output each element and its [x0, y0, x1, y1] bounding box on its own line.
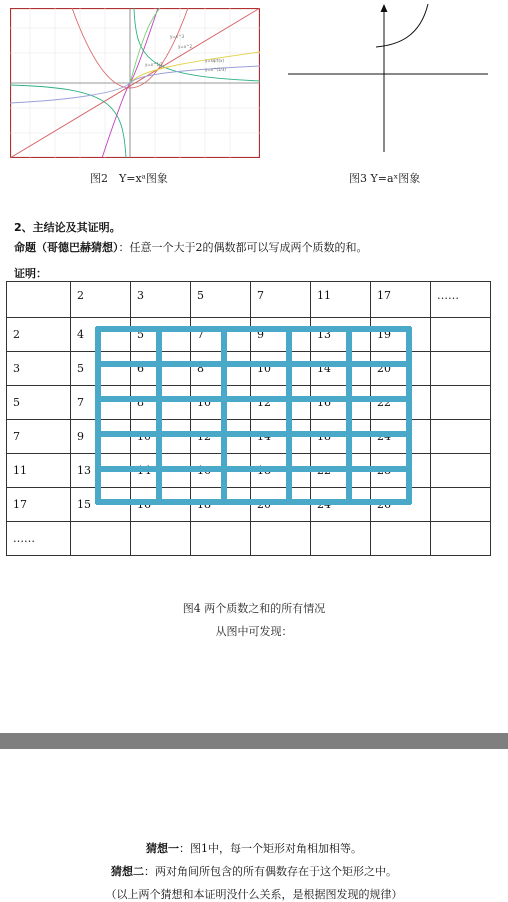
table-cell: 8	[131, 386, 191, 420]
row-header-cell: 5	[7, 386, 71, 420]
proof-label: 证明：	[14, 267, 47, 280]
curve-label: y=x^2	[178, 44, 192, 49]
highlight-grid-overlay	[93, 324, 413, 507]
table-row	[7, 522, 491, 556]
table-cell: 18	[311, 420, 371, 454]
exponential-function-plot	[288, 2, 488, 152]
table-cell	[251, 522, 311, 556]
conjecture-note: （以上两个猜想和本证明没什么关系，是根据图发现的规律）	[105, 888, 403, 901]
table-cell	[431, 352, 491, 386]
table-cell: 12	[251, 386, 311, 420]
table-cell: 13	[71, 454, 131, 488]
curve-label: y=x^1/2	[145, 62, 163, 67]
table-header-cell: 11	[311, 282, 371, 318]
table-cell	[131, 522, 191, 556]
table-cell: 22	[311, 454, 371, 488]
table-header-cell: 2	[71, 282, 131, 318]
table-cell: 7	[71, 386, 131, 420]
proposition-label: 命题（哥德巴赫猜想）	[14, 241, 119, 254]
section-heading: 2、主结论及其证明。	[14, 221, 121, 234]
table-header-cell: ……	[431, 282, 491, 318]
table-cell: 22	[371, 386, 431, 420]
conjecture-one-text: ：图1中，每一个矩形对角相加相等。	[179, 842, 362, 855]
row-header-cell: 7	[7, 420, 71, 454]
conjecture-two-label: 猜想二	[111, 865, 144, 878]
row-header-cell: ……	[7, 522, 71, 556]
table-cell	[311, 522, 371, 556]
table-cell: 18	[191, 488, 251, 522]
table-header-row	[7, 282, 491, 318]
table-cell	[71, 522, 131, 556]
figure2-caption: 图2 Y=xᵃ图象	[90, 172, 168, 185]
table-cell: 12	[191, 420, 251, 454]
table-cell	[371, 522, 431, 556]
row-header-cell: 11	[7, 454, 71, 488]
table-cell: 28	[371, 454, 431, 488]
table-cell	[431, 420, 491, 454]
table-header-cell: 7	[251, 282, 311, 318]
table-cell: 8	[191, 352, 251, 386]
row-header-cell: 2	[7, 318, 71, 352]
table-cell: 7	[191, 318, 251, 352]
table-cell	[431, 454, 491, 488]
conjecture-one	[0, 840, 508, 856]
table-cell: 5	[71, 352, 131, 386]
table-cell: 14	[131, 454, 191, 488]
figure4-caption: 图4 两个质数之和的所有情况	[182, 602, 326, 615]
table-cell: 10	[251, 352, 311, 386]
table-cell: 16	[311, 386, 371, 420]
table-cell: 14	[251, 420, 311, 454]
table-cell: 16	[191, 454, 251, 488]
table-cell: 15	[71, 488, 131, 522]
table-cell: 26	[371, 488, 431, 522]
conjecture-two-text: ：两对角间所包含的所有偶数存在于这个矩形之中。	[144, 865, 397, 878]
table-cell: 16	[131, 488, 191, 522]
curve-label: y=x^(1/3)	[205, 67, 226, 72]
curve-label: y=x^3	[170, 34, 184, 39]
table-cell: 9	[251, 318, 311, 352]
table-cell	[431, 522, 491, 556]
proposition	[14, 239, 368, 255]
table-cell	[431, 318, 491, 352]
table-cell	[431, 488, 491, 522]
table-cell: 9	[71, 420, 131, 454]
table-cell: 14	[311, 352, 371, 386]
table-header-cell: 3	[131, 282, 191, 318]
page-divider	[0, 733, 508, 749]
table-cell: 4	[71, 318, 131, 352]
conjecture-one-label: 猜想一	[146, 842, 179, 855]
conjecture-two	[0, 863, 508, 879]
table-cell: 24	[371, 420, 431, 454]
table-cell: 18	[251, 454, 311, 488]
table-cell	[7, 282, 71, 318]
table-header-cell: 5	[191, 282, 251, 318]
table-cell	[431, 386, 491, 420]
table-cell: 20	[371, 352, 431, 386]
table-cell: 13	[311, 318, 371, 352]
table-cell	[191, 522, 251, 556]
table-cell: 19	[371, 318, 431, 352]
table-cell: 6	[131, 352, 191, 386]
proposition-text: ：任意一个大于2的偶数都可以写成两个质数的和。	[118, 241, 368, 254]
table-header-cell: 17	[371, 282, 431, 318]
figure4-subcaption: 从图中可发现：	[215, 625, 293, 638]
power-function-plot	[10, 8, 260, 158]
table-cell: 20	[251, 488, 311, 522]
figure3-caption: 图3 Y=aˣ图象	[349, 172, 421, 185]
curve-label: y=sqrt(x)	[205, 58, 225, 63]
table-cell: 5	[131, 318, 191, 352]
table-cell: 10	[131, 420, 191, 454]
table-cell: 24	[311, 488, 371, 522]
row-header-cell: 17	[7, 488, 71, 522]
row-header-cell: 3	[7, 352, 71, 386]
table-cell: 10	[191, 386, 251, 420]
